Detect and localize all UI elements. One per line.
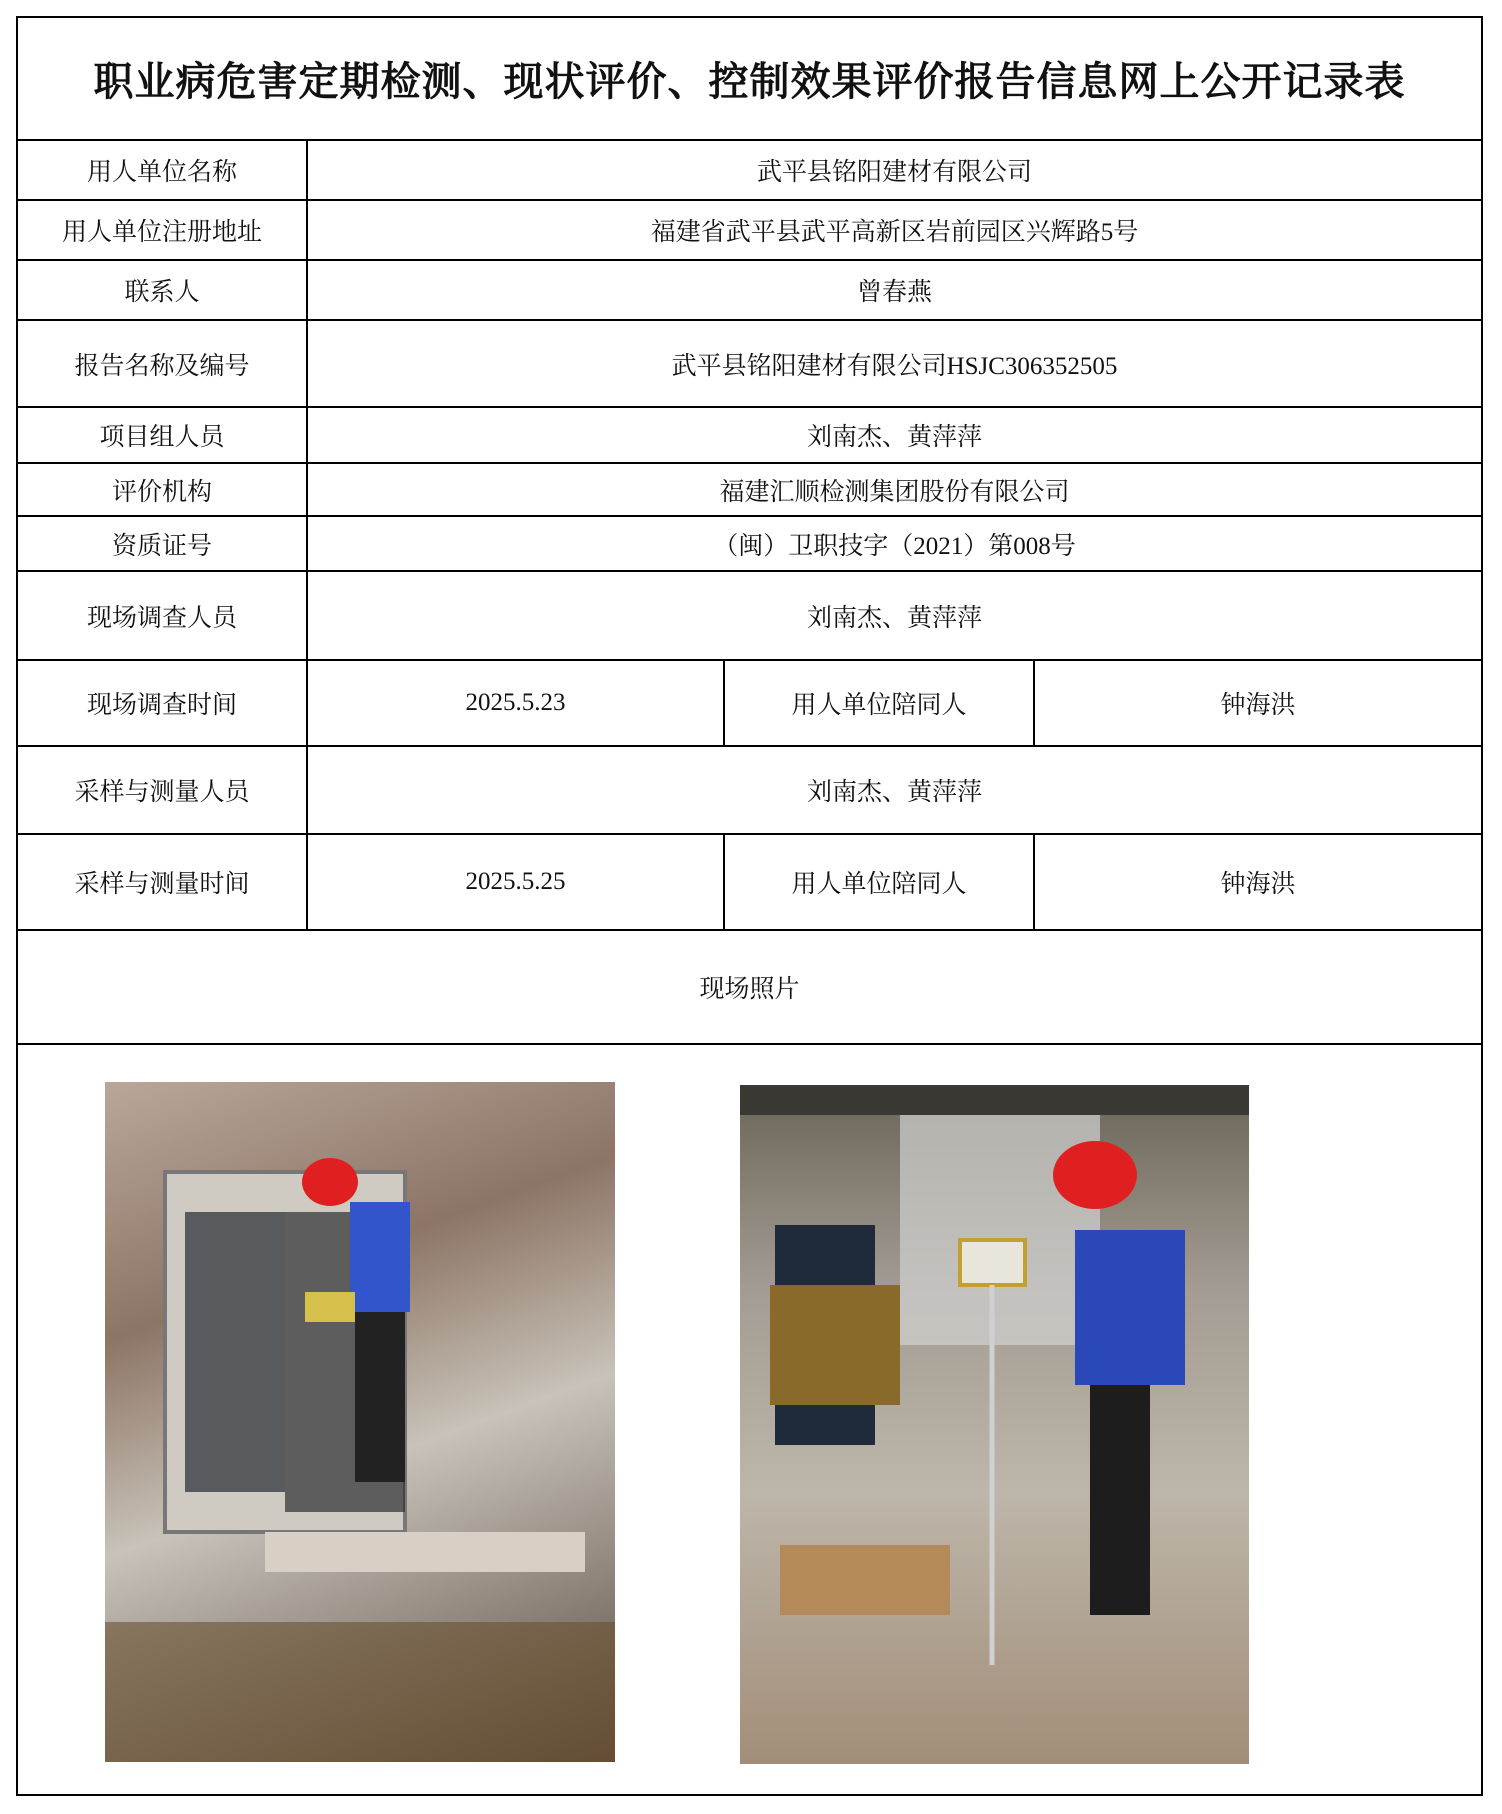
label-sampling-time: 采样与测量时间 — [74, 871, 250, 898]
value-report: 武平县铭阳建材有限公司HSJC306352505 — [671, 352, 1118, 380]
photos-heading: 现场照片 — [699, 976, 800, 1003]
value-team: 刘南杰、黄萍萍 — [806, 424, 982, 451]
value-agency: 福建汇顺检测集团股份有限公司 — [719, 478, 1070, 506]
value-contact: 曾春燕 — [856, 279, 932, 306]
value-certificate: （闽）卫职技字（2021）第008号 — [713, 532, 1076, 560]
label-team: 项目组人员 — [99, 424, 225, 451]
value-address: 福建省武平县武平高新区岩前园区兴辉路5号 — [650, 219, 1139, 246]
label-address: 用人单位注册地址 — [61, 219, 262, 246]
value-survey-staff: 刘南杰、黄萍萍 — [806, 604, 982, 632]
value-sampling-time: 2025.5.25 — [465, 868, 566, 895]
value-survey-time: 2025.5.23 — [465, 689, 566, 716]
label-survey-companion: 用人单位陪同人 — [791, 692, 967, 719]
value-company-name: 武平县铭阳建材有限公司 — [756, 159, 1032, 186]
site-photo-sampling — [740, 1085, 1249, 1764]
label-survey-time: 现场调查时间 — [86, 692, 237, 719]
label-company-name: 用人单位名称 — [86, 159, 237, 186]
value-sampling-staff: 刘南杰、黄萍萍 — [806, 779, 982, 806]
page-title: 职业病危害定期检测、现状评价、控制效果评价报告信息网上公开记录表 — [93, 59, 1406, 104]
label-certificate: 资质证号 — [111, 532, 212, 560]
label-sampling-staff: 采样与测量人员 — [74, 779, 250, 806]
divider — [16, 1043, 1483, 1045]
label-sampling-companion: 用人单位陪同人 — [791, 871, 967, 898]
value-survey-companion: 钟海洪 — [1220, 692, 1296, 719]
label-report: 报告名称及编号 — [74, 352, 250, 380]
label-agency: 评价机构 — [111, 478, 212, 506]
value-sampling-companion: 钟海洪 — [1220, 871, 1296, 898]
label-survey-staff: 现场调查人员 — [86, 604, 237, 632]
label-contact: 联系人 — [124, 279, 200, 306]
site-photo-loader-cab — [105, 1082, 615, 1762]
